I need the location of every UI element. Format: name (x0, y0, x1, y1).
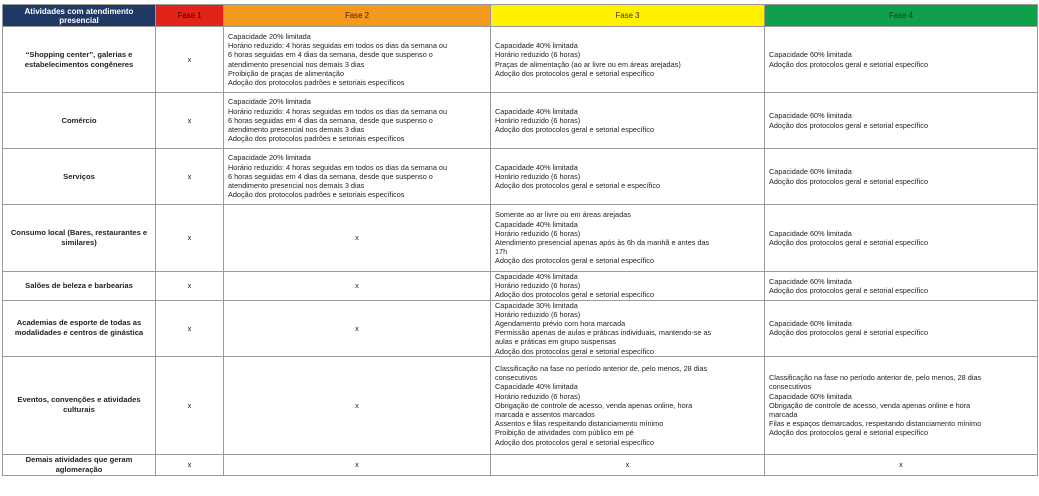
cell-line: x (355, 233, 359, 243)
phase-3-cell (491, 272, 765, 301)
cell-line: Assentos e filas respeitando distanciamento mínimo (495, 419, 664, 429)
phase-3-cell (491, 356, 765, 454)
cell-line: Somente ao ar livre ou em áreas arejadas (495, 210, 631, 220)
cell-line: Horário reduzido (6 horas) (495, 309, 581, 319)
cell-line: Proibição de praças de alimentação (228, 68, 345, 78)
phase-1-cell: x (156, 149, 224, 205)
cell-line: marcada e assentos marcados (495, 409, 595, 419)
phase-3-cell (491, 93, 765, 149)
cell-line: Adoção dos protocolos geral e setorial e específico (495, 181, 661, 191)
cell-line: Capacidade 40% limitada (495, 382, 578, 392)
cell-line: x (355, 460, 359, 470)
cell-line: consecutivos (769, 382, 812, 392)
cell-line: Horário reduzido (6 horas) (495, 391, 581, 401)
table-row (3, 93, 1038, 149)
cell-line: Capacidade 60% limitada (769, 167, 852, 177)
table-row (3, 356, 1038, 454)
activity-name: Eventos, convenções e atividades culturais (3, 356, 156, 454)
phase-2-cell (224, 27, 491, 93)
cell-line: Capacidade 20% limitada (228, 153, 311, 163)
activity-name: Salões de beleza e barbearias (3, 272, 156, 301)
cell-line: Capacidade 60% limitada (769, 111, 852, 121)
cell-line: Capacidade 60% limitada (769, 391, 852, 401)
header-phase-2: Fase 2 (224, 5, 491, 27)
cell-line: Adoção dos protocolos padrões e setoriais específicos (228, 134, 405, 144)
cell-line: consecutivos (495, 373, 538, 383)
cell-line: Horário reduzido: 4 horas seguidas em todos os dias da semana ou (228, 106, 448, 116)
phase-2-cell (224, 454, 491, 475)
cell-line: Horário reduzido: 4 horas seguidas em todos os dias da semana ou (228, 162, 448, 172)
cell-line: atendimento presencial nos demais 3 dias (228, 125, 365, 135)
cell-line: Adoção dos protocolos geral e setorial específico (769, 176, 929, 186)
phase-1-cell: x (156, 272, 224, 301)
cell-line: Horário reduzido: 4 horas seguidas em todos os dias da semana ou (228, 41, 448, 51)
cell-line: Adoção dos protocolos geral e setorial específico (495, 290, 655, 300)
cell-line: Capacidade 40% limitada (495, 272, 578, 281)
cell-line: Filas e espaços demarcados, respeitando distanciamento mínimo (769, 419, 982, 429)
phase-2-cell (224, 205, 491, 272)
activity-name: Serviços (3, 149, 156, 205)
table-row (3, 454, 1038, 475)
phase-2-cell (224, 300, 491, 356)
cell-line: Adoção dos protocolos geral e setorial específico (495, 125, 655, 135)
header-phase-3: Fase 3 (491, 5, 765, 27)
phase-1-cell: x (156, 454, 224, 475)
cell-line: Capacidade 20% limitada (228, 31, 311, 41)
cell-line: Capacidade 30% limitada (495, 300, 578, 310)
cell-line: Adoção dos protocolos geral e setorial específico (769, 59, 929, 69)
activity-name: Academias de esporte de todas as modalidades e centros de ginástica (3, 300, 156, 356)
cell-line: Obrigação de controle de acesso, venda apenas online e hora (769, 400, 971, 410)
table-body (3, 27, 1038, 476)
cell-line: Capacidade 40% limitada (495, 41, 578, 51)
cell-line: Horário reduzido (6 horas) (495, 228, 581, 238)
cell-line: aulas e práticas em grupo suspensas (495, 337, 616, 347)
cell-line: x (355, 281, 359, 291)
cell-line: Horário reduzido (6 horas) (495, 281, 581, 291)
cell-line: 6 horas seguidas em 4 dias da semana, desde que suspenso o (228, 171, 433, 181)
cell-line: Horário reduzido (6 horas) (495, 171, 581, 181)
cell-line: Capacidade 20% limitada (228, 97, 311, 107)
phase-4-cell (765, 27, 1038, 93)
cell-line: Praças de alimentação (ao ar livre ou em áreas arejadas) (495, 59, 681, 69)
phase-4-cell (765, 356, 1038, 454)
cell-line: 6 horas seguidas em 4 dias da semana, desde que suspenso o (228, 115, 433, 125)
cell-line: Horário reduzido (6 horas) (495, 115, 581, 125)
cell-line: Adoção dos protocolos geral e setorial específico (769, 328, 929, 338)
activity-name: Consumo local (Bares, restaurantes e similares) (3, 205, 156, 272)
phase-2-cell (224, 356, 491, 454)
cell-line: x (355, 400, 359, 410)
phase-3-cell (491, 149, 765, 205)
cell-line: Adoção dos protocolos padrões e setoriais específicos (228, 77, 405, 87)
cell-line: Capacidade 60% limitada (769, 228, 852, 238)
cell-line: Capacidade 40% limitada (495, 219, 578, 229)
table-row (3, 149, 1038, 205)
phase-3-cell (491, 27, 765, 93)
cell-line: Capacidade 60% limitada (769, 50, 852, 60)
header-activities: Atividades com atendimento presencial (3, 5, 156, 27)
phase-3-cell (491, 300, 765, 356)
cell-line: Adoção dos protocolos geral e setorial específico (495, 437, 655, 447)
cell-line: Adoção dos protocolos padrões e setoriais específicos (228, 190, 405, 200)
table-row (3, 272, 1038, 301)
cell-line: Atendimento presencial apenas após às 6h da manhã e antes das (495, 238, 710, 247)
cell-line: Adoção dos protocolos geral e setorial específico (495, 256, 655, 266)
phase-4-cell (765, 454, 1038, 475)
phase-4-cell (765, 205, 1038, 272)
cell-line: atendimento presencial nos demais 3 dias (228, 181, 365, 191)
cell-line: x (625, 460, 630, 470)
cell-line: Adoção dos protocolos geral e setorial específico (495, 68, 655, 78)
cell-line: Agendamento prévio com hora marcada (495, 319, 626, 329)
cell-line: Permissão apenas de aulas e práticas individuais, mantendo-se as (495, 328, 712, 338)
cell-line: 6 horas seguidas em 4 dias da semana, desde que suspenso o (228, 50, 433, 60)
cell-line: Classificação na fase no período anterior de, pelo menos, 28 dias (495, 363, 708, 373)
cell-line: Adoção dos protocolos geral e setorial específico (495, 346, 655, 356)
cell-line: atendimento presencial nos demais 3 dias (228, 59, 365, 69)
cell-line: x (355, 323, 359, 333)
phase-4-cell (765, 272, 1038, 301)
activity-name: “Shopping center”, galerias e estabelecimentos congêneres (3, 27, 156, 93)
cell-line: Adoção dos protocolos geral e setorial específico (769, 238, 929, 247)
cell-line: Capacidade 60% limitada (769, 276, 852, 286)
cell-line: 17h (495, 247, 508, 257)
cell-line: Capacidade 60% limitada (769, 319, 852, 329)
cell-line: Horário reduzido (6 horas) (495, 50, 581, 60)
cell-line: Obrigação de controle de acesso, venda apenas online, hora (495, 400, 693, 410)
table-row (3, 300, 1038, 356)
cell-line: Adoção dos protocolos geral e setorial específico (769, 428, 929, 438)
phase-2-cell (224, 149, 491, 205)
phase-4-cell (765, 93, 1038, 149)
phase-1-cell: x (156, 205, 224, 272)
cell-line: x (899, 460, 903, 470)
activity-name: Comércio (3, 93, 156, 149)
cell-line: Capacidade 40% limitada (495, 162, 578, 172)
phase-4-cell (765, 300, 1038, 356)
phase-1-cell: x (156, 93, 224, 149)
cell-line: marcada (769, 409, 798, 419)
phase-1-cell: x (156, 27, 224, 93)
cell-line: Proibição de atividades com público em pé (495, 428, 634, 438)
phase-3-cell (491, 454, 765, 475)
header-row (3, 5, 1038, 27)
cell-line: Adoção dos protocolos geral e setorial específico (769, 120, 929, 130)
phase-1-cell: x (156, 356, 224, 454)
header-phase-4: Fase 4 (765, 5, 1038, 27)
table-row (3, 205, 1038, 272)
phase-2-cell (224, 272, 491, 301)
phase-2-cell (224, 93, 491, 149)
phase-3-cell (491, 205, 765, 272)
activity-name: Demais atividades que geram aglomeração (3, 454, 156, 475)
table-row (3, 27, 1038, 93)
phases-table (2, 4, 1038, 476)
phase-1-cell: x (156, 300, 224, 356)
header-phase-1: Fase 1 (156, 5, 224, 27)
cell-line: Classificação na fase no período anterior de, pelo menos, 28 dias (769, 373, 982, 383)
phase-4-cell (765, 149, 1038, 205)
cell-line: Capacidade 40% limitada (495, 106, 578, 116)
cell-line: Adoção dos protocolos geral e setorial específico (769, 285, 929, 295)
